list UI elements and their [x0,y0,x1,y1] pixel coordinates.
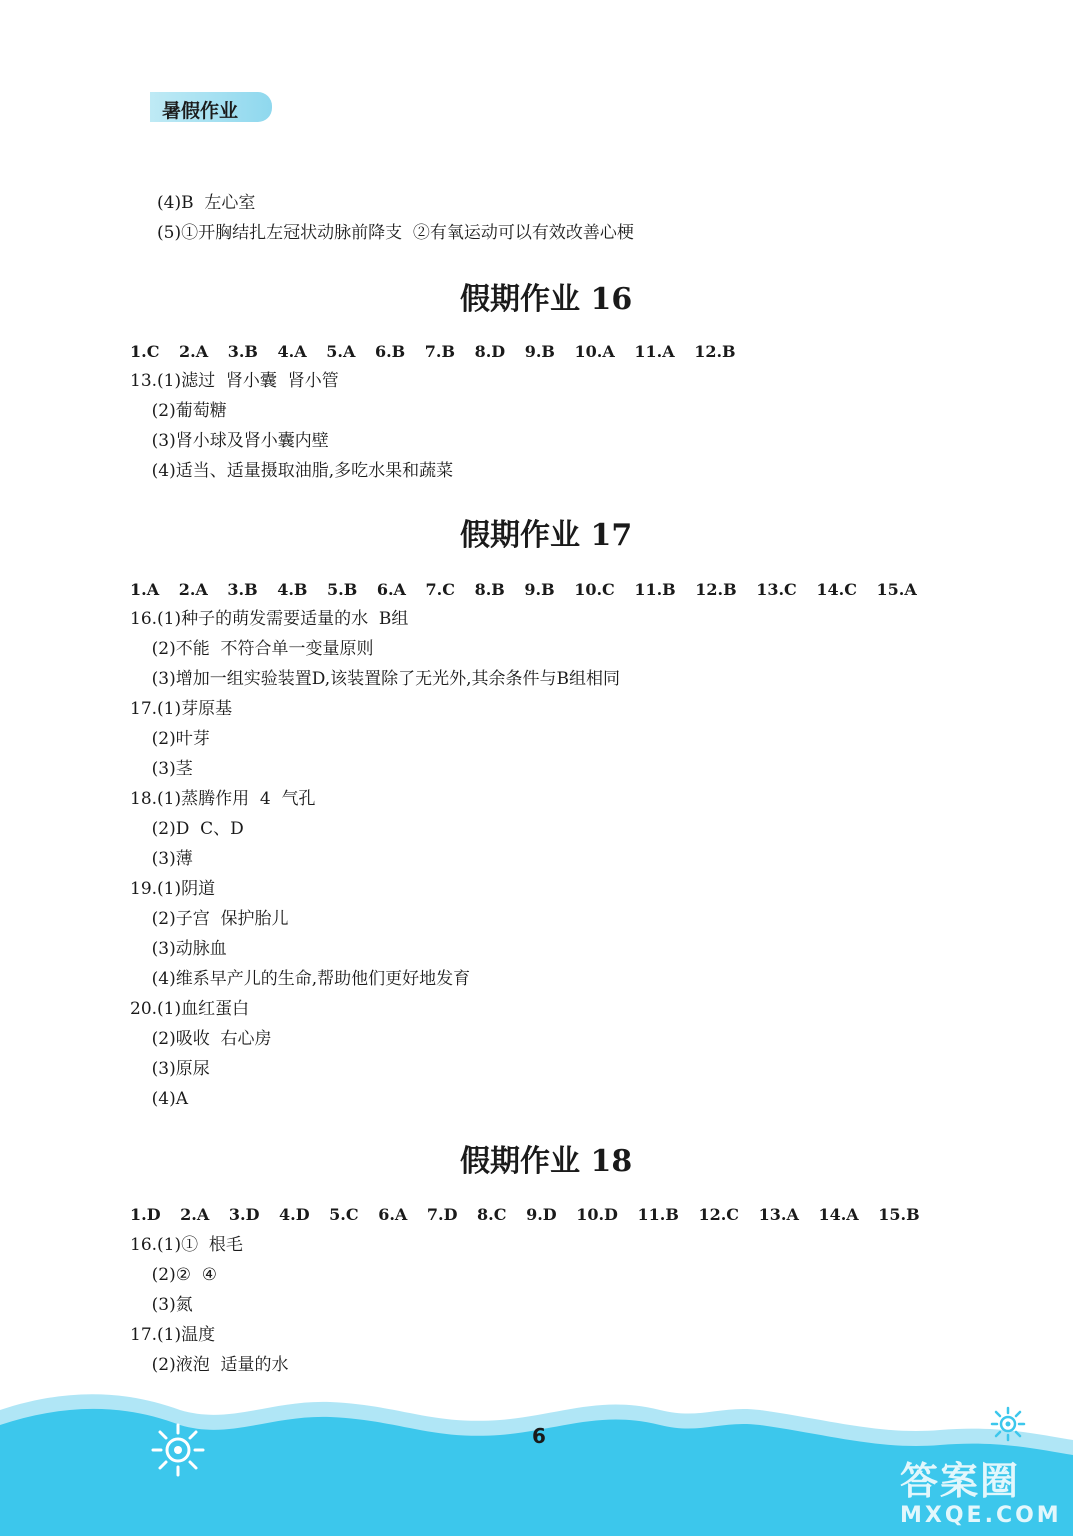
choice-answer: 3.B [227,580,258,599]
answer-line: (2)子宫 保护胎儿 [130,909,289,929]
choice-answer: 15.B [878,1205,920,1224]
choice-answer: 11.B [634,580,676,599]
choice-answer: 3.D [228,1205,260,1224]
section-title-17: 假期作业 17 [460,518,633,553]
choice-answer: 9.D [526,1205,557,1224]
sun-icon [153,1425,203,1475]
answer-line: (5)①开胸结扎左冠状动脉前降支 ②有氧运动可以有效改善心梗 [157,223,634,243]
choice-answer: 3.B [227,342,258,361]
choice-answer: 1.A [130,580,160,599]
answer-line: (2)② ④ [130,1265,217,1285]
choice-answer: 11.A [634,342,675,361]
answer-line: (3)动脉血 [130,939,227,959]
header-title: 暑假作业 [162,100,239,122]
answer-line: 16.(1)① 根毛 [130,1235,243,1255]
choice-answer: 5.C [329,1205,359,1224]
answer-line: (2)不能 不符合单一变量原则 [130,639,374,659]
choice-answer: 7.C [425,580,455,599]
small-sun-icon [992,1408,1024,1440]
choice-answers-18 [130,1205,934,1224]
answer-line: 16.(1)种子的萌发需要适量的水 B组 [130,609,409,629]
answer-line: (2)液泡 适量的水 [130,1355,289,1375]
choice-answer: 8.C [477,1205,507,1224]
choice-answers-17 [130,580,931,599]
answer-line: 18.(1)蒸腾作用 4 气孔 [130,789,316,809]
answer-line: (4)适当、适量摄取油脂,多吃水果和蔬菜 [130,461,454,481]
choice-answer: 2.A [178,580,208,599]
choice-answer: 6.A [378,1205,408,1224]
choice-answer: 7.B [424,342,455,361]
answer-line: (2)D C、D [130,819,244,839]
choice-answer: 14.A [818,1205,859,1224]
answer-line: (2)吸收 右心房 [130,1029,272,1049]
choice-answer: 12.B [694,342,736,361]
choice-answer: 14.C [816,580,857,599]
choice-answer: 9.B [524,580,555,599]
answer-line: 17.(1)温度 [130,1325,216,1345]
answer-line: 19.(1)阴道 [130,879,216,899]
choice-answer: 13.A [758,1205,799,1224]
answer-line: 13.(1)滤过 肾小囊 肾小管 [130,371,339,391]
choice-answer: 1.C [130,342,160,361]
choice-answer: 12.B [695,580,737,599]
choice-answer: 4.B [277,580,308,599]
choice-answer: 9.B [524,342,555,361]
choice-answer: 2.A [180,1205,210,1224]
section-title-18: 假期作业 18 [460,1144,633,1179]
choice-answer: 7.D [426,1205,458,1224]
answer-line: (2)葡萄糖 [130,401,227,421]
choice-answer: 10.D [576,1205,618,1224]
answer-line: 17.(1)芽原基 [130,699,233,719]
answer-line: (4)B 左心室 [157,193,256,213]
choice-answer: 2.A [179,342,209,361]
choice-answer: 10.A [574,342,615,361]
choice-answers-16 [130,342,750,361]
choice-answer: 8.B [474,580,505,599]
answer-line: (4)维系早产儿的生命,帮助他们更好地发育 [130,969,471,989]
watermark [900,1450,1062,1528]
watermark-url: MXQE.COM [900,1503,1062,1528]
choice-answer: 13.C [756,580,797,599]
choice-answer: 4.A [277,342,307,361]
choice-answer: 5.A [326,342,356,361]
choice-answer: 4.D [279,1205,310,1224]
answer-line: (3)薄 [130,849,193,869]
choice-answer: 6.B [374,342,406,361]
choice-answer: 12.C [698,1205,740,1224]
choice-answer: 15.A [876,580,917,599]
answer-line: (3)氮 [130,1295,193,1315]
choice-answer: 6.A [376,580,406,599]
choice-answer: 1.D [130,1205,161,1224]
answer-line: (3)原尿 [130,1059,210,1079]
answer-line: (3)增加一组实验装置D,该装置除了无光外,其余条件与B组相同 [130,669,621,689]
answer-line: (3)肾小球及肾小囊内壁 [130,431,329,451]
answer-line: (2)叶芽 [130,729,210,749]
answer-line: (3)茎 [130,759,193,779]
choice-answer: 11.B [637,1205,679,1224]
choice-answer: 8.D [474,342,506,361]
answer-line: (4)A [130,1089,188,1109]
section-title-16: 假期作业 16 [460,282,633,317]
choice-answer: 10.C [574,580,615,599]
answer-line: 20.(1)血红蛋白 [130,999,250,1019]
choice-answer: 5.B [327,580,358,599]
page-number: 6 [532,1424,546,1448]
watermark-title: 答案圈 [900,1459,1021,1503]
